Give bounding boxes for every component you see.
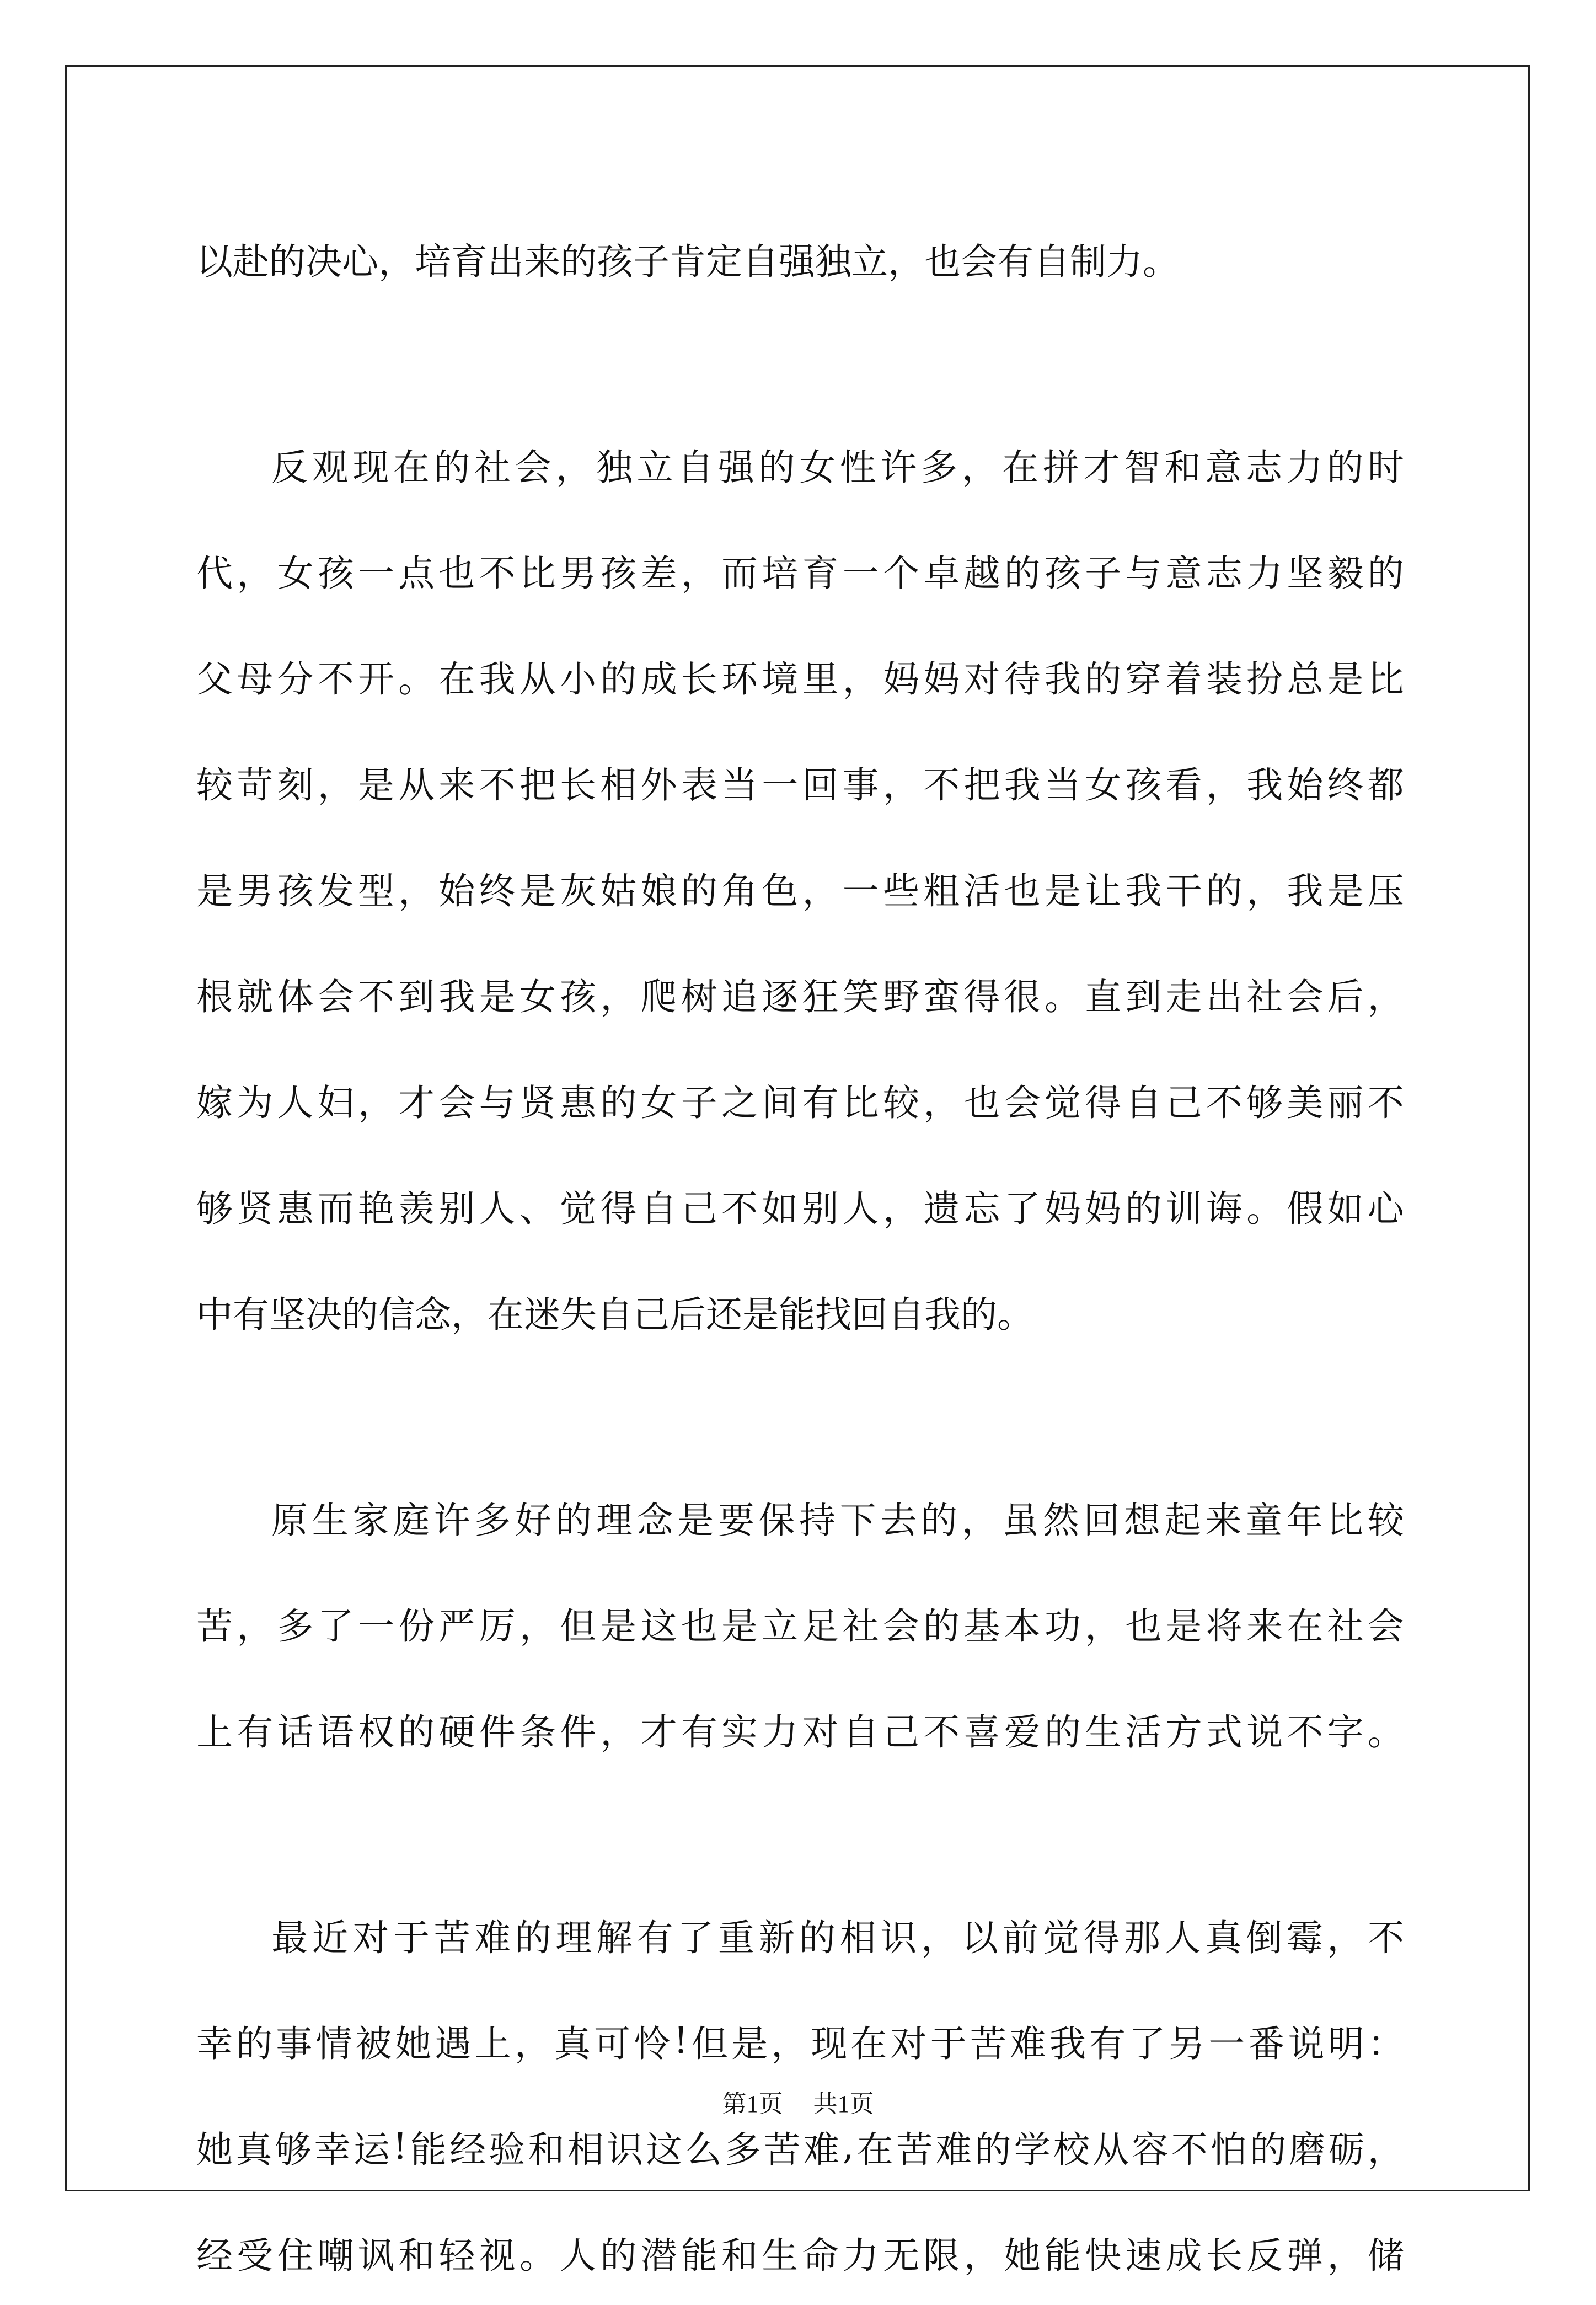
text-line: 较 苛 刻 ， 是 从 来 不 把 长 相 外 表 当 一 回 事 ， 不 把 我 当 女 孩 看 ， 我 始 终 都: [196, 763, 1404, 806]
document-body: [196, 205, 1404, 2305]
text-line: 经 受 住 嘲 讽 和 轻 视 。 人 的 潜 能 和 生 命 力 无 限 ， 她 能 快 速 成 长 反 弹 ， 储: [196, 2234, 1404, 2277]
text-line: 她 真 够 幸 运 ! 能 经 验 和 相 识 这 么 多 苦 难 , 在 苦 难 的 学 校 从 容 不 怕 的 磨 砺 ，: [196, 2125, 1404, 2171]
page-footer: [0, 2084, 1596, 2119]
text-line: 最 近 对 于 苦 难 的 理 解 有 了 重 新 的 相 识 ， 以 前 觉 得 那 人 真 倒 霉 ， 不: [271, 1916, 1404, 1959]
text-line: 苦 ， 多 了 一 份 严 厉 ， 但 是 这 也 是 立 足 社 会 的 基 本 功 ， 也 是 将 来 在 社 会: [196, 1605, 1404, 1648]
text-line: 幸 的 事 情 被 她 遇 上 ， 真 可 怜 ! 但 是 ， 现 在 对 于 苦 难 我 有 了 另 一 番 说 明 ：: [196, 2019, 1404, 2065]
text-line: 嫁 为 人 妇 ， 才 会 与 贤 惠 的 女 子 之 间 有 比 较 ， 也 会 觉 得 自 己 不 够 美 丽 不: [196, 1081, 1404, 1124]
text-line: 以赴的决心，培育出来的孩子肯定自强独立，也会有自制力。: [196, 240, 1179, 283]
text-line: 够 贤 惠 而 艳 羡 别 人 、 觉 得 自 己 不 如 别 人 ， 遗 忘 了 妈 妈 的 训 诲 。 假 如 心: [196, 1187, 1404, 1230]
page-number: 第1页: [722, 2090, 783, 2117]
text-line: 根 就 体 会 不 到 我 是 女 孩 ， 爬 树 追 逐 狂 笑 野 蛮 得 很 。 直 到 走 出 社 会 后 ，: [196, 975, 1404, 1018]
text-line: 反 观 现 在 的 社 会 ， 独 立 自 强 的 女 性 许 多 ， 在 拼 才 智 和 意 志 力 的 时: [271, 446, 1404, 489]
text-line: 代 ， 女 孩 一 点 也 不 比 男 孩 差 ， 而 培 育 一 个 卓 越 的 孩 子 与 意 志 力 坚 毅 的: [196, 552, 1404, 595]
paragraph-gap: [196, 311, 1404, 411]
page-total: 共1页: [813, 2090, 874, 2117]
text-line: 是 男 孩 发 型 ， 始 终 是 灰 姑 娘 的 角 色 ， 一 些 粗 活 也 是 让 我 干 的 ， 我 是 压: [196, 869, 1404, 912]
text-line: 中有坚决的信念，在迷失自己后还是能找回自我的。: [196, 1293, 1033, 1336]
paragraph-gap: [196, 1782, 1404, 1881]
text-line: 上 有 话 语 权 的 硬 件 条 件 ， 才 有 实 力 对 自 己 不 喜 爱 的 生 活 方 式 说 不 字 。: [196, 1710, 1404, 1753]
text-line: 父 母 分 不 开 。 在 我 从 小 的 成 长 环 境 里 ， 妈 妈 对 待 我 的 穿 着 装 扮 总 是 比: [196, 657, 1404, 700]
paragraph-gap: [196, 1364, 1404, 1464]
text-line: 原 生 家 庭 许 多 好 的 理 念 是 要 保 持 下 去 的 ， 虽 然 回 想 起 来 童 年 比 较: [271, 1499, 1404, 1542]
